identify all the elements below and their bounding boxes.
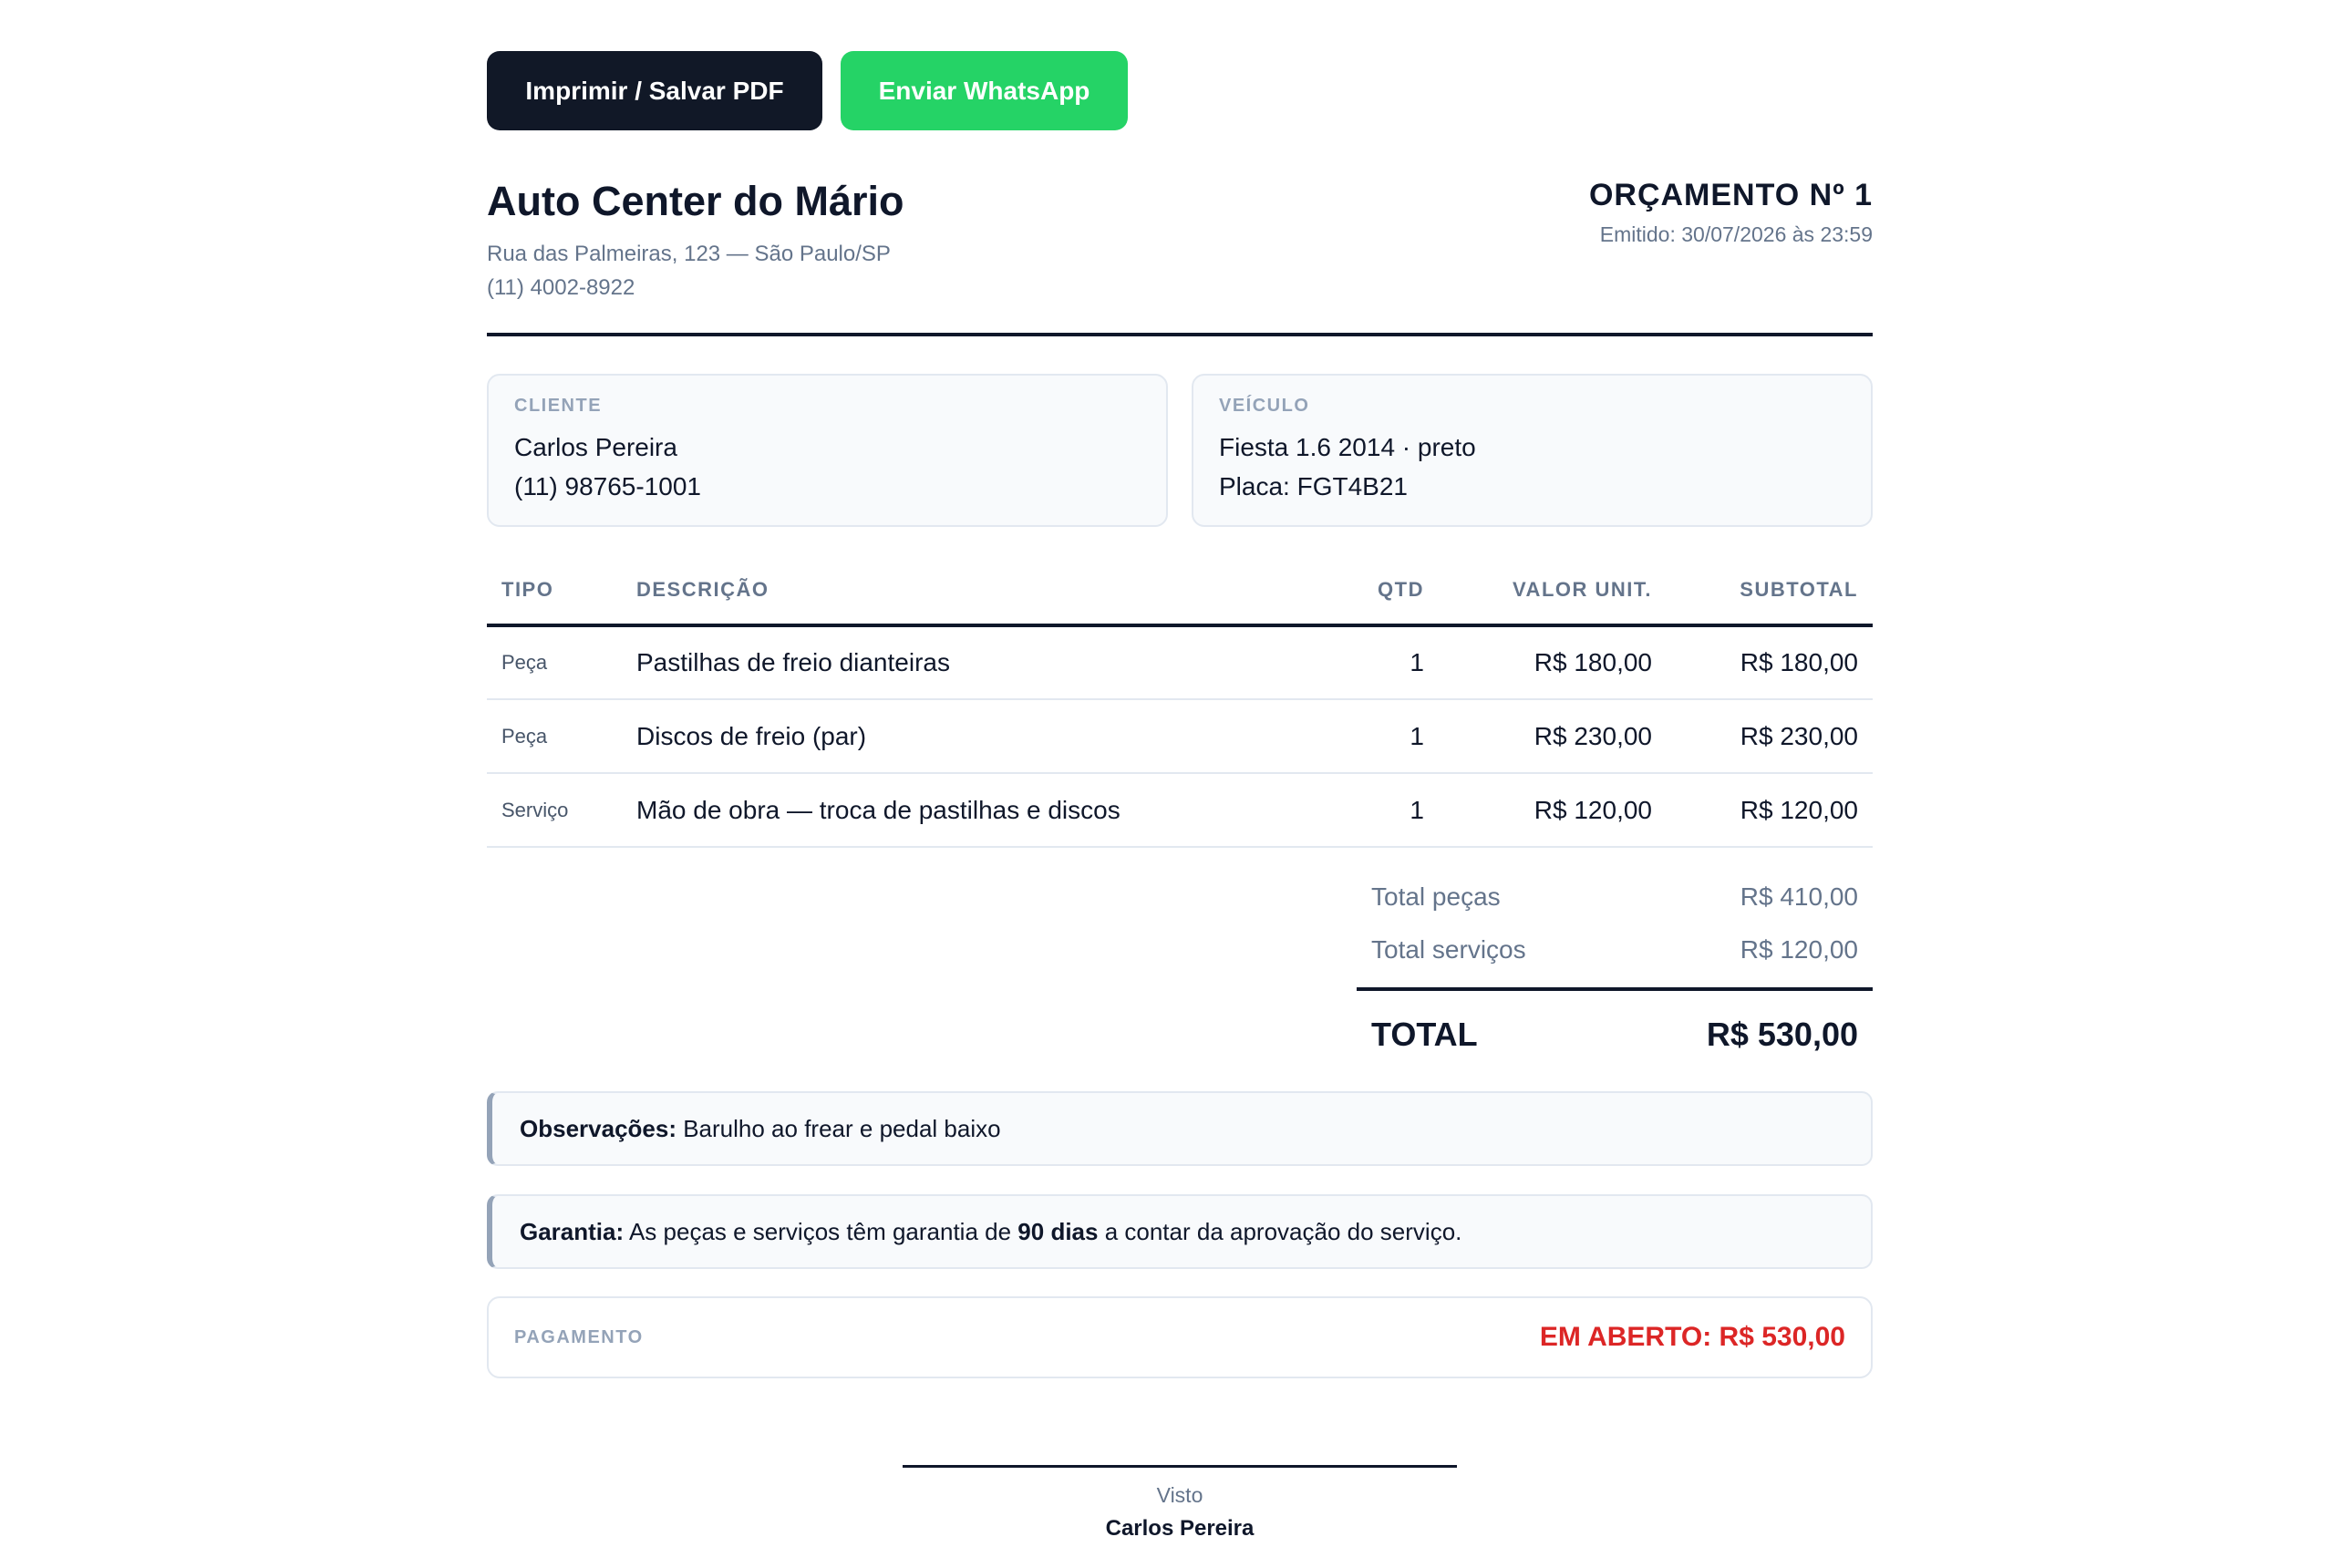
print-save-pdf-button[interactable]: Imprimir / Salvar PDF xyxy=(487,51,822,130)
row-unit-price: R$ 180,00 xyxy=(1439,625,1667,699)
client-box xyxy=(487,374,1168,527)
signature-caption: Visto xyxy=(1156,1483,1203,1507)
vehicle-box xyxy=(1192,374,1873,527)
shop-phone: (11) 4002-8922 xyxy=(487,275,635,300)
header-divider xyxy=(487,333,1873,336)
quote-header xyxy=(487,178,1873,333)
row-unit-price: R$ 230,00 xyxy=(1439,699,1667,773)
row-subtotal: R$ 120,00 xyxy=(1667,773,1873,847)
row-type: Peça xyxy=(487,625,622,699)
row-qty: 1 xyxy=(1329,625,1439,699)
observations-label: Observações: xyxy=(520,1114,676,1142)
col-header-description: DESCRIÇÃO xyxy=(622,556,1329,625)
quote-page xyxy=(487,0,1873,1568)
total-services-row xyxy=(1357,923,1873,976)
warranty-text-pre: As peças e serviços têm garantia de xyxy=(628,1217,1012,1245)
send-whatsapp-button[interactable]: Enviar WhatsApp xyxy=(841,51,1128,130)
warranty-label: Garantia: xyxy=(520,1217,625,1245)
grand-total-row xyxy=(1357,991,1873,1078)
total-parts-label: Total peças xyxy=(1371,882,1501,911)
row-type: Serviço xyxy=(487,773,622,847)
shop-name: Auto Center do Mário xyxy=(487,178,904,224)
grand-total-value: R$ 530,00 xyxy=(1706,1016,1858,1053)
col-header-subtotal: SUBTOTAL xyxy=(1667,556,1873,625)
row-description: Discos de freio (par) xyxy=(622,699,1329,773)
observations-note xyxy=(487,1091,1873,1166)
vehicle-label: VEÍCULO xyxy=(1219,396,1310,416)
items-table xyxy=(487,556,1873,848)
warranty-days: 90 dias xyxy=(1017,1217,1099,1245)
quote-title: ORÇAMENTO Nº 1 xyxy=(1588,178,1873,212)
warranty-text-post: a contar da aprovação do serviço. xyxy=(1104,1217,1462,1245)
observations-text: Barulho ao frear e pedal baixo xyxy=(683,1114,1001,1142)
total-parts-row xyxy=(1357,871,1873,923)
col-header-qty: QTD xyxy=(1329,556,1439,625)
table-row xyxy=(487,773,1873,847)
grand-total-label: TOTAL xyxy=(1371,1016,1478,1053)
signature-name: Carlos Pereira xyxy=(1105,1516,1255,1541)
row-qty: 1 xyxy=(1329,699,1439,773)
info-row xyxy=(487,374,1873,527)
quote-issued-date: Emitido: 30/07/2026 às 23:59 xyxy=(1599,222,1873,246)
row-type: Peça xyxy=(487,699,622,773)
row-unit-price: R$ 120,00 xyxy=(1439,773,1667,847)
vehicle-model: Fiesta 1.6 2014 · preto xyxy=(1219,433,1476,461)
totals-block xyxy=(1357,871,1873,1078)
vehicle-plate: Placa: FGT4B21 xyxy=(1219,472,1408,500)
toolbar xyxy=(487,51,1128,130)
row-description: Mão de obra — troca de pastilhas e discos xyxy=(622,773,1329,847)
client-phone: (11) 98765-1001 xyxy=(514,472,701,500)
client-name: Carlos Pereira xyxy=(514,433,677,461)
total-services-label: Total serviços xyxy=(1371,935,1526,964)
total-parts-value: R$ 410,00 xyxy=(1740,882,1858,911)
col-header-unit-price: VALOR UNIT. xyxy=(1439,556,1667,625)
total-services-value: R$ 120,00 xyxy=(1740,935,1858,964)
signature-line xyxy=(903,1465,1457,1468)
payment-status: EM ABERTO: R$ 530,00 xyxy=(1539,1322,1845,1352)
table-header-row xyxy=(487,556,1873,625)
row-description: Pastilhas de freio dianteiras xyxy=(622,625,1329,699)
row-subtotal: R$ 180,00 xyxy=(1667,625,1873,699)
row-qty: 1 xyxy=(1329,773,1439,847)
shop-address: Rua das Palmeiras, 123 — São Paulo/SP xyxy=(487,242,891,266)
warranty-note xyxy=(487,1194,1873,1269)
table-row xyxy=(487,699,1873,773)
row-subtotal: R$ 230,00 xyxy=(1667,699,1873,773)
table-row xyxy=(487,625,1873,699)
payment-box xyxy=(487,1296,1873,1378)
col-header-type: TIPO xyxy=(487,556,622,625)
client-label: CLIENTE xyxy=(514,396,603,416)
payment-label: PAGAMENTO xyxy=(514,1326,644,1347)
